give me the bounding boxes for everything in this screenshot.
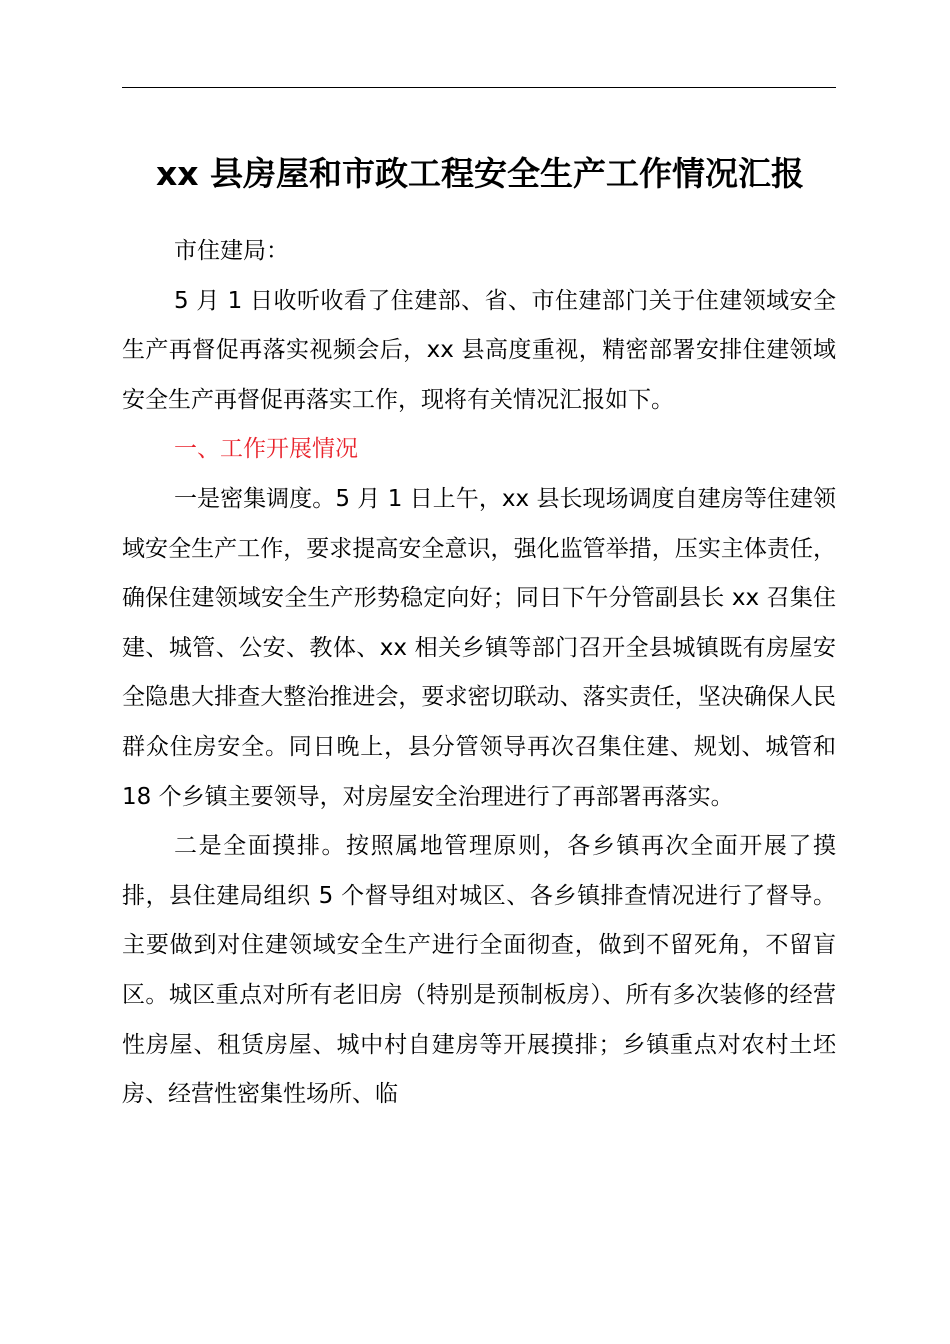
paragraph-dispatch: 一是密集调度。5 月 1 日上午，xx 县长现场调度自建房等住建领域安全生产工作，要求提高安全意识，强化监管举措，压实主体责任，确保住建领域安全生产形势稳定向好；同日下午分管副县长 xx 召集住建、城管、公安、教体、xx 相关乡镇等部门召开全县城镇既有房屋安全隐患大排查大整治推进会，要求密切联动、落实责任，坚决确保人民群众住房安全。同日晚上，县分管领导再次召集住建、规划、城管和 18 个乡镇主要领导，对房屋安全治理进行了再部署再落实。 bbox=[122, 485, 836, 810]
paragraph-survey: 二是全面摸排。按照属地管理原则，各乡镇再次全面开展了摸排，县住建局组织 5 个督导组对城区、各乡镇排查情况进行了督导。主要做到对住建领域安全生产进行全面彻查，做到不留死角，不留盲区。城区重点对所有老旧房（特别是预制板房）、所有多次装修的经营性房屋、租赁房屋、城中村自建房等开展摸排；乡镇重点对农村土坯房、经营性密集性场所、临 bbox=[122, 833, 836, 1108]
intro-paragraph: 5 月 1 日收听收看了住建部、省、市住建部门关于住建领域安全生产再督促再落实视频会后，xx 县高度重视，精密部署安排住建领域安全生产再督促再落实工作，现将有关情况汇报如下。 bbox=[122, 287, 836, 413]
section-heading: 一、工作开展情况 bbox=[174, 436, 358, 463]
salutation: 市住建局： bbox=[174, 238, 289, 264]
header-rule bbox=[122, 87, 836, 88]
document-body bbox=[122, 227, 836, 1120]
document-title: xx 县房屋和市政工程安全生产工作情况汇报 bbox=[155, 154, 805, 193]
